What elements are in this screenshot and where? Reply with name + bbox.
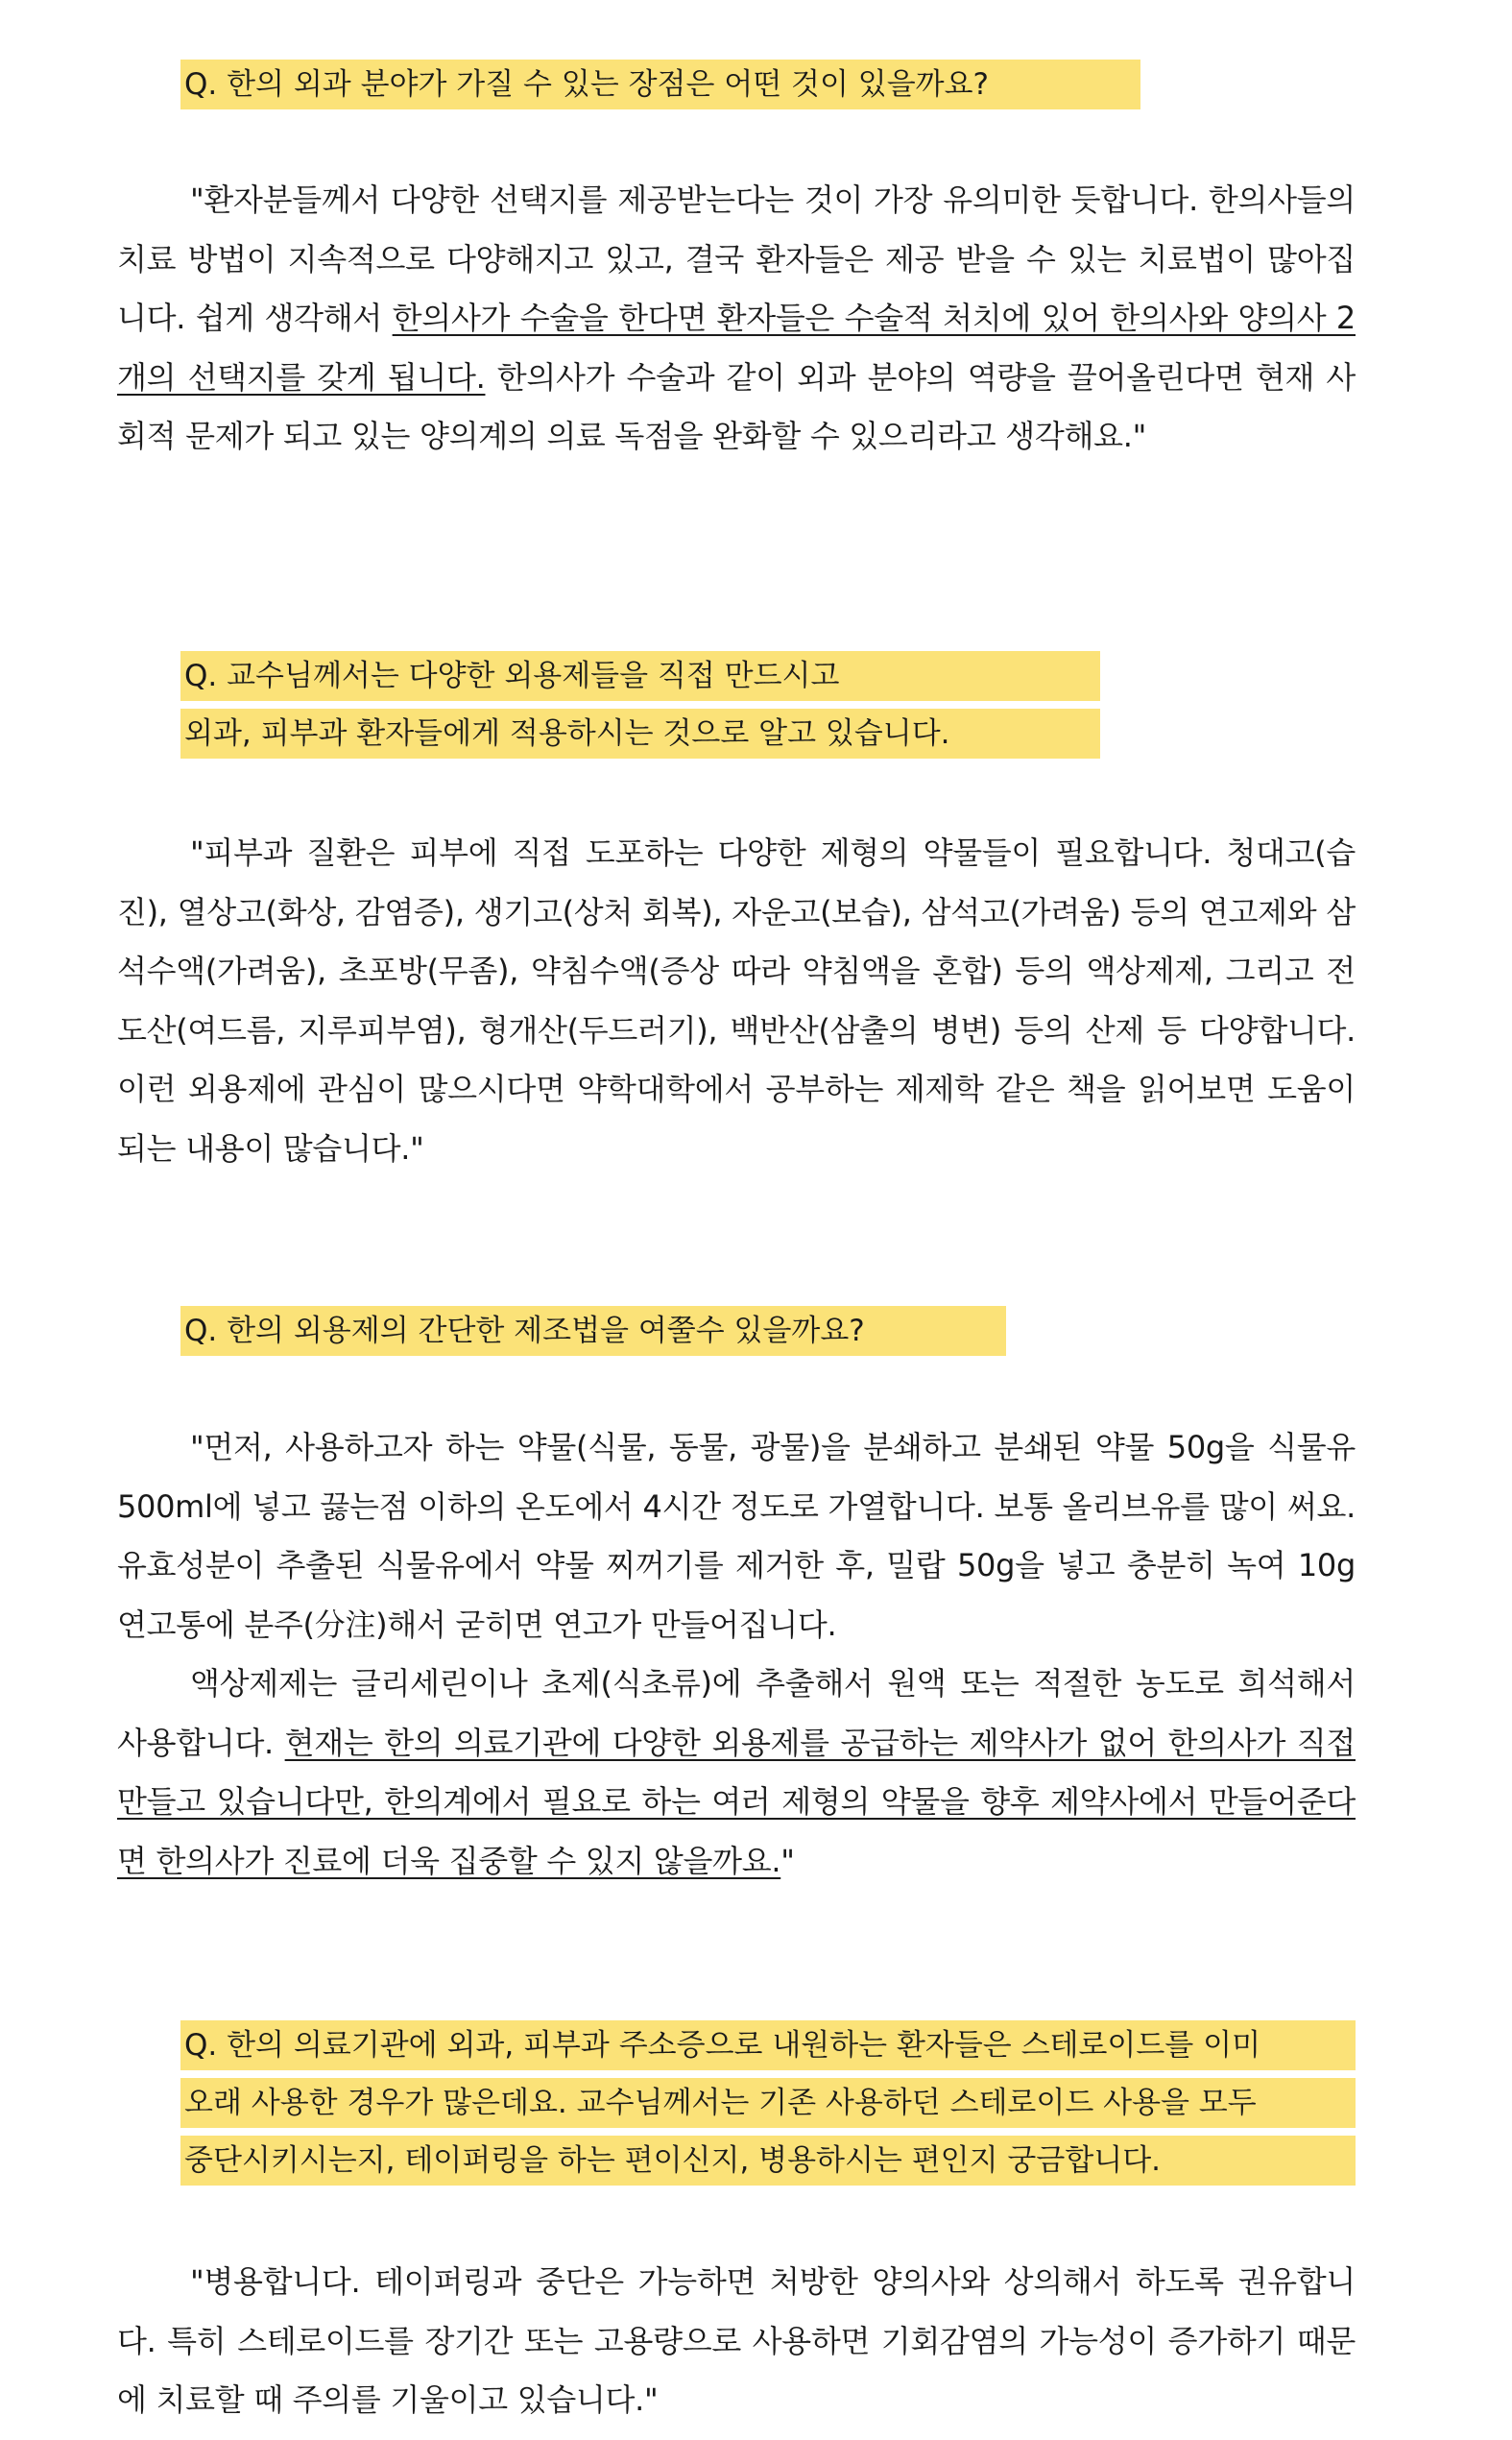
answer-paragraph [117,2253,1356,2430]
question-text: 중단시키시는지, 테이퍼링을 하는 편이신지, 병용하시는 편인지 궁금합니다. [184,2143,1162,2178]
answer-text: 한의사가 수술과 같이 외과 분야의 역량을 끌어올린다면 현재 사회적 문제가 되고 있는 양의계의 의료 독점을 완화할 수 있으리라고 생각해요." [117,358,1356,454]
question-text: Q. 한의 외용제의 간단한 제조법을 여쭐수 있을까요? [184,1314,865,1348]
question-text: 외과, 피부과 환자들에게 적용하시는 것으로 알고 있습니다. [184,716,950,751]
answer-text: 액상제제는 글리세린이나 초제(식초류)에 추출해서 원액 또는 적절한 농도로 희석해서 사용합니다. [117,1665,1356,1761]
question-text: Q. 교수님께서는 다양한 외용제들을 직접 만드시고 [184,659,840,693]
question-text: Q. 한의 의료기관에 외과, 피부과 주소증으로 내원하는 환자들은 스테로이드를 이미 [184,2028,1261,2063]
question-highlight [180,60,1140,109]
answer-paragraph [117,824,1356,1178]
answer-text: "환자분들께서 다양한 선택지를 제공받는다는 것이 가장 유의미한 듯합니다. 한의사들의 치료 방법이 지속적으로 다양해지고 있고, 결국 환자들은 제공 받을 수 있는 치료법이 많아집니다. 쉽게 생각해서 [117,181,1356,336]
answer-text: " [780,1842,795,1879]
question-text: Q. 한의 외과 분야가 가질 수 있는 장점은 어떤 것이 있을까요? [184,67,990,102]
question-highlight [180,1306,1006,1356]
answer-text: "먼저, 사용하고자 하는 약물(식물, 동물, 광물)을 분쇄하고 분쇄된 약물 50g을 식물유 500ml에 넣고 끓는점 이하의 온도에서 4시간 정도로 가열합니다. 보통 올리브유를 많이 써요. 유효성분이 추출된 식물유에서 약물 찌꺼기를 제거한 후, 밀랍 50g을 넣고 충분히 녹여 10g 연고통에 분주(分注)해서 굳히면 연고가 만들어집니다. [117,1429,1356,1643]
question-highlight [180,709,1100,759]
answer-text: "피부과 질환은 피부에 직접 도포하는 다양한 제형의 약물들이 필요합니다. 청대고(습진), 열상고(화상, 감염증), 생기고(상처 회복), 자운고(보습), 삼석고(가려움) 등의 연고제와 삼석수액(가려움), 초포방(무좀), 약침수액(증상 따라 약침액을 혼합) 등의 액상제제, 그리고 전도산(여드름, 지루피부염), 형개산(두드러기), 백반산(삼출의 병변) 등의 산제 등 다양합니다. 이런 외용제에 관심이 많으시다면 약학대학에서 공부하는 제제학 같은 책을 읽어보면 도움이 되는 내용이 많습니다." [117,834,1356,1167]
question-text: 오래 사용한 경우가 많은데요. 교수님께서는 기존 사용하던 스테로이드 사용을 모두 [184,2086,1257,2120]
answer-text: "병용합니다. 테이퍼링과 중단은 가능하면 처방한 양의사와 상의해서 하도록 권유합니다. 특히 스테로이드를 장기간 또는 고용량으로 사용하면 기회감염의 가능성이 증가하기 때문에 치료할 때 주의를 기울이고 있습니다." [117,2263,1356,2418]
answer-paragraph [117,1655,1356,1891]
question-highlight [180,651,1100,701]
question-highlight [180,2078,1356,2128]
answer-paragraph [117,171,1356,467]
underlined-text: 현재는 한의 의료기관에 다양한 외용제를 공급하는 제약사가 없어 한의사가 직접 만들고 있습니다만, 한의계에서 필요로 하는 여러 제형의 약물을 향후 제약사에서 만들어준다면 한의사가 진료에 더욱 집중할 수 있지 않을까요. [117,1724,1356,1879]
question-highlight [180,2136,1356,2186]
answer-paragraph [117,1418,1356,1655]
underlined-text: 한의사가 수술을 한다면 환자들은 수술적 처치에 있어 한의사와 양의사 2개의 선택지를 갖게 됩니다. [117,300,1356,396]
question-highlight [180,2020,1356,2070]
